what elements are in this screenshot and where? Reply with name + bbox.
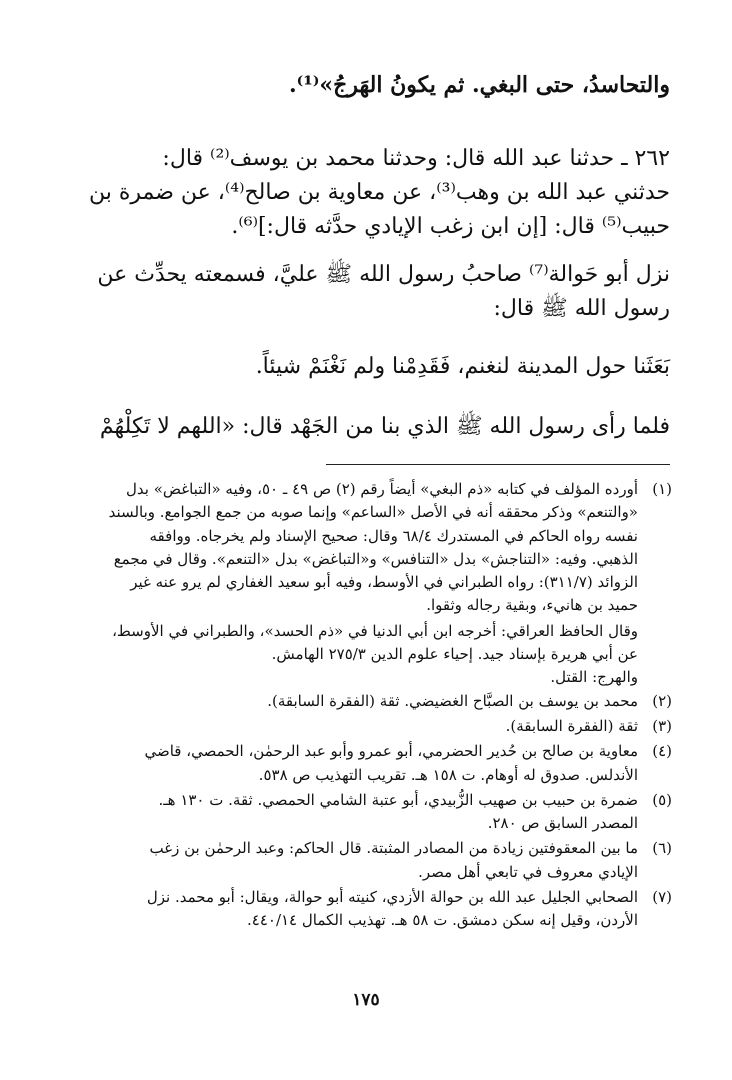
page-number: ١٧٥ bbox=[352, 990, 380, 1010]
footnote-line: الأندلس. صدوق له أوهام. ت ١٥٨ هـ. تقريب التهذيب ص ٥٣٨. bbox=[258, 765, 638, 784]
footnote-line: المصدر السابق ص ٢٨٠. bbox=[487, 814, 638, 833]
footnote-divider bbox=[326, 464, 670, 465]
footnote-line: وقال الحافظ العراقي: أخرجه ابن أبي الدنيا في «ذم الحسد»، والطبراني في الأوسط، bbox=[112, 621, 638, 640]
footnote-line: الصحابي الجليل عبد الله بن حوالة الأزدي، كنيته أبو حوالة، ويقال: أبو محمد. نزل bbox=[146, 888, 638, 907]
footnotes bbox=[72, 478, 672, 935]
footnote-2 bbox=[72, 690, 672, 713]
hadith-262-paragraph bbox=[72, 142, 670, 244]
footnote-number: (٣) bbox=[652, 716, 672, 735]
footnote-5 bbox=[72, 789, 672, 836]
narration-paragraph bbox=[72, 258, 670, 326]
footnote-line: «والتنعم» وذكر محققه أنه في الأصل «الساعم» وإنما صوبه من جمع الجوامع. وبالسند bbox=[108, 503, 638, 522]
footnote-3 bbox=[72, 715, 672, 738]
footnote-1 bbox=[72, 478, 672, 618]
footnote-number: (٢) bbox=[652, 691, 672, 710]
main-text-line-1: والتحاسدُ، حتى البغي. ثم يكونُ الهَرجُ»⁽¹⁾. bbox=[288, 72, 670, 98]
footnote-line: نفسه رواه الحاكم في المستدرك ٦٨/٤ وقال: صحيح الإسناد ولم يخرجاه. ووافقه bbox=[149, 526, 638, 545]
footnote-line: والهرج: القتل. bbox=[550, 668, 638, 687]
footnote-4 bbox=[72, 740, 672, 787]
hadith-262-line-2: حدثني عبد الله بن وهب⁽³⁾، عن معاوية بن صالح⁽⁴⁾، عن ضمرة بن bbox=[88, 180, 670, 205]
footnote-line: الذهبي. وفيه: «التناجش» بدل «التنافس» و«التباغض» بدل «التنعم». وقال في مجمع bbox=[113, 549, 638, 568]
quote-paragraph: بَعَثَنا حول المدينة لنغنم، فَقَدِمْنا ولم نَغْنَمْ شيئاً. bbox=[255, 354, 670, 379]
footnote-number: (٤) bbox=[652, 742, 672, 761]
footnote-number: (٥) bbox=[652, 790, 672, 809]
narration-line-1: نزل أبو حَوالة⁽⁷⁾ صاحبُ رسول الله ﷺ عليَّ، فسمعته يحدِّث عن bbox=[97, 262, 670, 287]
footnote-line: أورده المؤلف في كتابه «ذم البغي» أيضاً رقم (٢) ص ٤٩ ـ ٥٠، وفيه «التباغض» بدل bbox=[125, 480, 638, 498]
footnote-line: ما بين المعقوفتين زيادة من المصادر المثبتة. قال الحاكم: وعبد الرحمٰن بن زغب bbox=[149, 839, 638, 858]
footnote-line: حميد بن هانيء، وبقية رجاله وثقوا. bbox=[426, 596, 638, 615]
hadith-262-line-3: حبيب⁽⁵⁾ قال: [إن ابن زغب الإيادي حدَّثه قال:]⁽⁶⁾. bbox=[231, 214, 670, 239]
footnote-number: (٧) bbox=[652, 888, 672, 907]
footnote-line: الزوائد (٣١١/٧): رواه الطبراني في الأوسط، وفيه أبو سعيد الغفاري لم يرو عنه غير bbox=[130, 573, 638, 592]
footnote-line: الأردن، وقيل إنه سكن دمشق. ت ٥٨ هـ. تهذيب الكمال ٤٤٠/١٤. bbox=[247, 911, 638, 930]
footnote-line: ضمرة بن حبيب بن صهيب الزُّبيدي، أبو عتبة الشامي الحمصي. ثقة. ت ١٣٠ هـ. bbox=[158, 790, 638, 809]
footnote-number: (٦) bbox=[652, 839, 672, 858]
footnote-line: الإيادي معروف في تابعي أهل مصر. bbox=[418, 862, 638, 881]
footnote-6 bbox=[72, 837, 672, 884]
footnote-number: (١) bbox=[652, 480, 672, 498]
footnote-line: محمد بن يوسف بن الصبَّاح الغضيضي. ثقة (الفقرة السابقة). bbox=[267, 691, 638, 710]
footnote-1-continued bbox=[72, 620, 672, 690]
closing-paragraph: فلما رأى رسول الله ﷺ الذي بنا من الجَهْد قال: «اللهم لا تَكِلْهُمْ bbox=[99, 414, 670, 439]
footnote-line: ثقة (الفقرة السابقة). bbox=[505, 716, 638, 735]
narration-line-2: رسول الله ﷺ قال: bbox=[493, 296, 670, 321]
hadith-262-line-1: ٢٦٢ ـ حدثنا عبد الله قال: وحدثنا محمد بن يوسف⁽²⁾ قال: bbox=[162, 146, 670, 171]
footnote-line: معاوية بن صالح بن حُدير الحضرمي، أبو عمرو وأبو عبد الرحمٰن، الحمصي، قاضي bbox=[144, 742, 638, 761]
footnote-line: عن أبي هريرة بإسناد جيد. إحياء علوم الدين ٢٧٥/٣ الهامش. bbox=[271, 645, 638, 664]
footnote-7 bbox=[72, 886, 672, 933]
